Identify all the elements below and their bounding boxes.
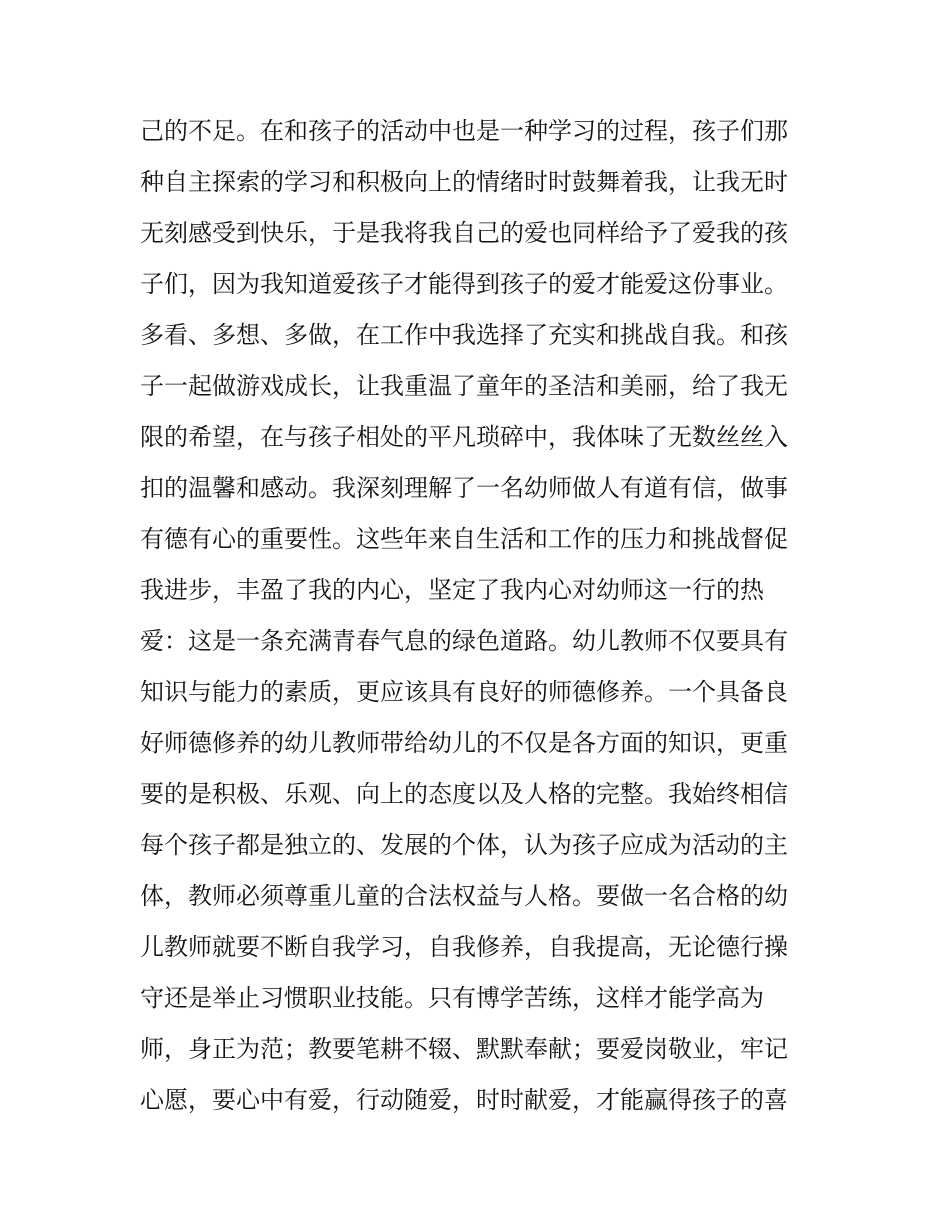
body-text xyxy=(140,106,820,1126)
text-line: 守还是举止习惯职业技能。只有博学苦练，这样才能学高为 xyxy=(140,984,764,1012)
text-line: 有德有心的重要性。这些年来自生活和工作的压力和挑战督促 xyxy=(140,525,788,553)
text-line: 师，身正为范；教要笔耕不辍、默默奉献；要爱岗敬业，牢记 xyxy=(140,1035,788,1063)
text-line: 爱：这是一条充满青春气息的绿色道路。幼儿教师不仅要具有 xyxy=(140,627,788,655)
text-line: 种自主探索的学习和积极向上的情绪时时鼓舞着我，让我无时 xyxy=(140,168,788,196)
text-line: 知识与能力的素质，更应该具有良好的师德修养。一个具备良 xyxy=(140,678,788,706)
text-line: 要的是积极、乐观、向上的态度以及人格的完整。我始终相信 xyxy=(140,780,788,808)
text-line: 儿教师就要不断自我学习，自我修养，自我提高，无论德行操 xyxy=(140,933,788,961)
text-line: 我进步，丰盈了我的内心，坚定了我内心对幼师这一行的热 xyxy=(140,576,764,604)
text-line: 体，教师必须尊重儿童的合法权益与人格。要做一名合格的幼 xyxy=(140,882,788,910)
text-line: 己的不足。在和孩子的活动中也是一种学习的过程，孩子们那 xyxy=(140,117,788,145)
text-line: 子们，因为我知道爱孩子才能得到孩子的爱才能爱这份事业。 xyxy=(140,270,788,298)
text-line: 多看、多想、多做，在工作中我选择了充实和挑战自我。和孩 xyxy=(140,321,788,349)
text-line: 每个孩子都是独立的、发展的个体，认为孩子应成为活动的主 xyxy=(140,831,788,859)
text-line: 限的希望，在与孩子相处的平凡琐碎中，我体味了无数丝丝入 xyxy=(140,423,788,451)
text-line: 心愿，要心中有爱，行动随爱，时时献爱，才能赢得孩子的喜 xyxy=(140,1086,788,1114)
text-line: 好师德修养的幼儿教师带给幼儿的不仅是各方面的知识，更重 xyxy=(140,729,788,757)
text-line: 子一起做游戏成长，让我重温了童年的圣洁和美丽，给了我无 xyxy=(140,372,788,400)
text-line: 扣的温馨和感动。我深刻理解了一名幼师做人有道有信，做事 xyxy=(140,474,788,502)
text-line: 无刻感受到快乐，于是我将我自己的爱也同样给予了爱我的孩 xyxy=(140,219,788,247)
